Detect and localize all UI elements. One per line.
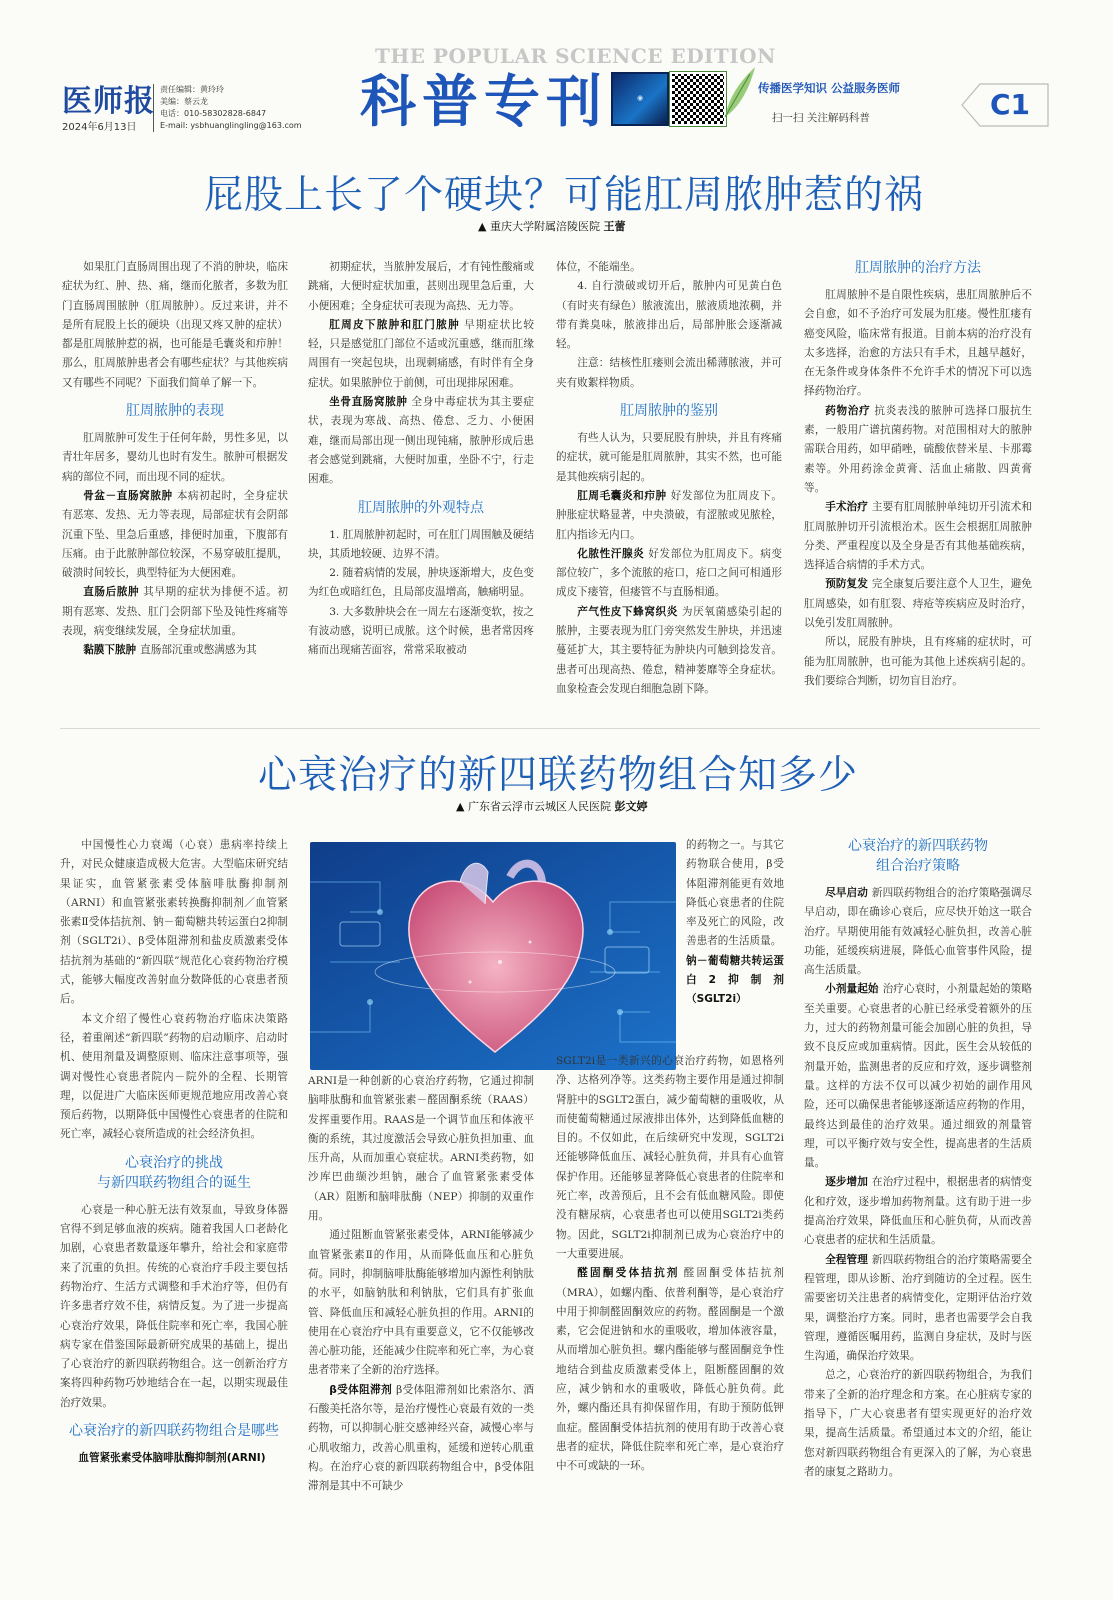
subheading: 肛周脓肿的外观特点	[358, 499, 484, 516]
list-item: 1. 肛周脓肿初起时，可在肛门周围触及硬结块，其质地较硬、边界不清。	[308, 528, 534, 560]
paragraph: 肛周皮下脓肿和肛门脓肿 早期症状比较轻，只是感觉肛门部位不适或沉重感，继而肛缘周围有一突起包块，出现刺痛感，有时伴有全身症状。如果脓肿位于前侧，可出现排尿困难。	[308, 318, 534, 389]
paragraph: 手术治疗 主要有肛周脓肿单纯切开引流术和肛周脓肿切开引流根治术。医生会根据肛周脓肿分类、严重程度以及全身是否有其他基础疾病，选择适合病情的手术方式。	[804, 501, 1032, 572]
subheading: 心衰治疗的新四联药物组合是哪些	[69, 1423, 279, 1440]
paragraph: ARNI是一种创新的心衰治疗药物，它通过抑制脑啡肽酶和血管紧张素－醛固酮系统（RAAS）发挥重要作用。RAAS是一个调节血压和体液平衡的系统，其过度激活会导致心脏负担加重、血压升高，从而加重心衰症状。ARNI类药物，如沙库巴曲缬沙坦钠，融合了血管紧张素受体（AR）阻断和脑啡肽酶（NEP）抑制的双重作用。	[308, 1075, 534, 1223]
paragraph: 醛固酮受体拮抗剂 醛固酮受体拮抗剂（MRA），如螺内酯、依普利酮等，是心衰治疗中用于抑制醛固酮效应的药物。醛固酮是一个激素，它会促进钠和水的重吸收，增加体液容量，从而增加心脏负担。螺内酯能够与醛固酮竞争性地结合到盐皮质激素受体上，阻断醛固酮的效应，减少钠和水的重吸收，降低心脏负荷。此外，螺内酯还具有抑保留作用，有助于预防低钾血症。醛固酮受体拮抗剂的使用有助于改善心衰患者的症状，降低住院率和死亡率，是心衰治疗中不可或缺的一环。	[556, 1267, 784, 1473]
paragraph: 肛周毛囊炎和疖肿 好发部位为肛周皮下。肿胀症状略显著，中央溃破，有涩脓或见脓栓，肛内指诊无内口。	[556, 489, 782, 541]
paragraph: 通过阻断血管紧张素受体，ARNI能够减少血管紧张素Ⅱ的作用，从而降低血压和心脏负荷。同时，抑制脑啡肽酶能够增加内源性利钠肽的水平，如脑钠肽和利钠肽，它们具有扩张血管、降低血压和减轻心脏负担的作用。ARNI的使用在心衰治疗中具有重要意义，它不仅能够改善心脏功能，还能减少住院率和死亡率，为心衰患者带来了全新的治疗选择。	[308, 1229, 534, 1377]
designer: 美编：蔡云龙	[160, 97, 208, 106]
paragraph: 体位，不能端坐。	[556, 261, 641, 273]
paragraph: 注意：结核性肛瘘则会流出稀薄脓液，并可夹有败絮样物质。	[556, 357, 782, 389]
article1-title: 屁股上长了个硬块？可能肛周脓肿惹的祸	[204, 173, 925, 218]
phone: 电话：010-58302828-6847	[160, 109, 267, 118]
list-item: 2. 随着病情的发展，肿块逐渐增大，皮色变为红色或暗红色，且局部皮温增高，触痛明显。	[308, 567, 534, 599]
paragraph: 肛周脓肿不是自限性疾病，患肛周脓肿后不会自愈，如不予治疗可发展为肛瘘。慢性肛瘘有癌变风险，临床常有报道。目前本病的治疗没有太多选择，治愈的方法只有手术，且越早越好，在无条件或身体条件不允许手术的情况下可以选择药物治疗。	[804, 289, 1032, 398]
article2-col2	[308, 1072, 534, 1520]
article2-col4	[804, 836, 1032, 1520]
keyword: 肛周皮下脓肿和肛门脓肿	[329, 318, 460, 331]
paragraph: 黏膜下脓肿 直肠部沉重或憋满感为其	[83, 644, 257, 657]
keyword: 坐骨直肠窝脓肿	[329, 396, 408, 409]
paragraph: 全程管理 新四联药物组合的治疗策略需要全程管理，即从诊断、治疗到随访的全过程。医生需要密切关注患者的病情变化，定期评估治疗效果，调整治疗方案。同时，患者也需要学会自我管理，遵循医嘱用药，监测自身症状，及时与医生沟通，确保治疗效果。	[804, 1253, 1032, 1363]
article2-title: 心衰治疗的新四联药物组合知多少	[258, 753, 859, 798]
paragraph: 直肠后脓肿 其早期的症状为排便不适。初期有恶寒、发热、肛门会阴部下坠及钝性疼痛等表现，病变继续发展，全身症状加重。	[62, 586, 288, 638]
article1-author: 王蕾	[603, 220, 626, 233]
masthead	[0, 0, 1113, 150]
keyword: β受体阻滞剂	[329, 1383, 393, 1396]
section-divider	[60, 728, 1040, 729]
paragraph: 本文介绍了慢性心衰药物治疗临床决策路径，着重阐述“新四联”药物的启动顺序、启动时机、使用剂量及调整原则、临床注意事项等，强调对慢性心衰患者院内－院外的全程、长期管理，以促进广大临床医师更规范地应用改善心衰预后药物，以期降低中国慢性心衰患者的住院和死亡率，减轻心衰所造成的社会经济负担。	[60, 1012, 288, 1141]
paragraph: 预防复发 完全康复后要注意个人卫生，避免肛周感染，如有肛裂、痔疮等疾病应及时治疗，以免引发肛周脓肿。	[804, 578, 1032, 630]
article1-col1	[62, 258, 288, 720]
list-item: 3. 大多数肿块会在一周左右逐渐变软，按之有波动感，说明已成脓。这个时候，患者常因疼痛而出现痛苦面容，常常采取被动	[308, 605, 534, 657]
article1-org: 重庆大学附属涪陵医院	[489, 220, 600, 233]
paragraph: 坐骨直肠窝脓肿 全身中毒症状为其主要症状，表现为寒战、高热、倦怠、乏力、小便困难，继而局部出现一侧出现钝痛，脓肿形成后患者会感觉到跳痛，大便时加重，坐卧不宁，行走困难。	[308, 396, 534, 486]
email: E-mail: ysbhuanglingling@163.com	[160, 121, 302, 130]
paragraph: 如果肛门直肠周围出现了不消的肿块，临床症状为红、肿、热、痛，继而化脓者，多数为肛门直肠周围脓肿（肛周脓肿）。反过来讲，并不是所有屁股上长的硬块（出现又疼又肿的症状）都是肛周脓肿惹的祸，也可能是毛囊炎和疖肿！那么，肛周脓肿患者会有哪些症状？与其他疾病又有哪些不同呢？下面我们简单了解一下。	[62, 261, 288, 389]
keyword: 骨盆－直肠窝脓肿	[83, 489, 173, 502]
keyword: 直肠后脓肿	[83, 586, 140, 599]
paragraph: 药物治疗 抗炎表浅的脓肿可选择口服抗生素，一般用广谱抗菌药物。对范围相对大的脓肿需联合用药，如甲硝唑，硫酸依替米星、卡那霉素等。外用药涂金黄膏、活血止痛散、四黄膏等。	[804, 404, 1032, 494]
article1-col4	[804, 258, 1032, 720]
article2-author: 彭文婷	[614, 800, 648, 813]
newspaper-logo: 医师报	[62, 84, 155, 119]
keyword: 尽早启动	[825, 887, 868, 899]
paragraph: β受体阻滞剂 β受体阻滞剂如比索洛尔、酒石酸美托洛尔等，是治疗慢性心衰最有效的一类药物，可以抑制心脏交感神经兴奋，减慢心率与心肌收缩力，改善心肌重构，延缓和逆转心肌重构。在治疗心衰的新四联药物组合中，β受体阻滞剂是其中不可缺少	[308, 1383, 534, 1493]
paragraph: 心衰是一种心脏无法有效泵血，导致身体器官得不到足够血液的疾病。随着我国人口老龄化加剧，心衰患者数量逐年攀升，给社会和家庭带来了沉重的负担。传统的心衰治疗手段主要包括药物治疗、生活方式调整和手术治疗等，但仍有许多患者疗效不佳，病情反复。为了进一步提高心衰治疗效果，降低住院率和死亡率，我国心脏病专家在借鉴国际最新研究成果的基础上，提出了心衰治疗的新四联药物组合。这一创新治疗方案将四种药物巧妙地结合在一起，以期实现最佳治疗效果。	[60, 1203, 288, 1409]
paragraph: 产气性皮下蜂窝织炎 为厌氧菌感染引起的脓肿，主要表现为肛门旁突然发生肿块，并迅速蔓延扩大，其主要特征为肿块内可触到捻发音。患者可出现高热、倦怠，精神萎靡等全身症状。血象检查会发现白细胞急剧下降。	[556, 605, 782, 695]
slogan: 传播医学知识 公益服务医师	[758, 81, 901, 95]
paragraph: 骨盆－直肠窝脓肿 本病初起时，全身症状有恶寒、发热、无力等表现，局部症状有会阴部沉重下坠、里急后重感，排便时加重，下腹部有压痛。由于此脓肿部位较深，不易穿破肛提肌，破溃时间较长，典型特征为大便困难。	[62, 489, 288, 580]
paragraph: 尽早启动 新四联药物组合的治疗策略强调尽早启动，即在确诊心衰后，应尽快开始这一联合治疗。早期使用能有效减轻心脏负担，改善心脏功能，延缓疾病进展，降低心血管事件风险，提高生活质量。	[804, 887, 1032, 977]
keyword: 手术治疗	[825, 501, 868, 514]
subheading: 心衰治疗的新四联药物 组合治疗策略	[848, 838, 988, 874]
paragraph: 中国慢性心力衰竭（心衰）患病率持续上升，对民众健康造成极大危害。大型临床研究结果证实，血管紧张素受体脑啡肽酶抑制剂（ARNI）和血管紧张素转换酶抑制剂／血管紧张素Ⅱ受体拮抗剂、钠－葡萄糖共转运蛋白2抑制剂（SGLT2i）、β受体阻滞剂和盐皮质激素受体拮抗剂为基础的“新四联”规范化心衰药物治疗模式，能够大幅度改善射血分数降低的心衰患者预后。	[60, 839, 288, 1006]
article2-col3-top	[686, 836, 784, 1052]
keyword: 醛固酮受体拮抗剂	[577, 1267, 680, 1280]
keyword: 血管紧张素受体脑啡肽酶抑制剂(ARNI)	[78, 1452, 266, 1465]
byline-marker-icon: ▲	[478, 220, 487, 233]
paragraph: 小剂量起始 治疗心衰时，小剂量起始的策略至关重要。心衰患者的心脏已经承受着额外的压力，过大的药物剂量可能会加剧心脏的负担，导致不良反应或加重病情。因此，医生会从较低的剂量开始，监测患者的反应和疗效，逐步调整剂量。这样的方法不仅可以减少初始的副作用风险，还可以确保患者能够逐渐适应药物的作用，最终达到最佳的治疗效果。通过细致的剂量管理，可以平衡疗效与安全性，提高患者的生活质量。	[804, 983, 1032, 1170]
paragraph: 的药物之一。与其它药物联合使用，β受体阻滞剂能更有效地降低心衰患者的住院率及死亡的风险，改善患者的生活质量。	[686, 839, 784, 948]
article1-col2	[308, 258, 534, 720]
subheading: 肛周脓肿的鉴别	[620, 403, 718, 420]
keyword: 小剂量起始	[825, 983, 879, 996]
paragraph: 总之，心衰治疗的新四联药物组合，为我们带来了全新的治疗理念和方案。在心脏病专家的指导下，广大心衰患者有望实现更好的治疗效果，提高生活质量。希望通过本文的介绍，能让您对新四联药物组合有更深入的了解，为心衰患者的康复之路助力。	[804, 1369, 1032, 1478]
subheading: 肛周脓肿的表现	[126, 403, 224, 420]
article2-col1	[60, 836, 288, 1520]
leaf-decoration-icon	[720, 62, 760, 122]
issue-date: 2024年6月13日	[62, 122, 137, 133]
keyword: 黏膜下脓肿	[83, 644, 137, 657]
article1-col3	[556, 258, 782, 720]
subheading: 肛周脓肿的治疗方法	[855, 260, 981, 276]
paragraph: 化脓性汗腺炎 好发部位为肛周皮下。病变部位较广，多个流脓的疮口，疮口之间可相通形成皮下瘘管，但瘘管不与直肠相通。	[556, 547, 782, 599]
promo-logo-image: ◉	[611, 72, 669, 126]
keyword: 药物治疗	[825, 404, 871, 417]
keyword: 钠－葡萄糖共转运蛋白2抑制剂（SGLT2i）	[686, 954, 784, 1006]
scan-prompt: 扫一扫 关注解码科普	[772, 112, 870, 124]
paragraph: 初期症状，当脓肿发展后，才有钝性酸痛或跳痛，大便时症状加重，甚则出现里急后重，大小便困难；全身症状可表现为高热、无力等。	[308, 261, 534, 312]
article2-byline	[456, 798, 647, 814]
editor: 责任编辑：黄玲玲	[160, 85, 224, 94]
article2-org: 广东省云浮市云城区人民医院	[467, 800, 611, 813]
edition-title: 科普专刊	[360, 70, 608, 135]
subheading: 心衰治疗的挑战 与新四联药物组合的诞生	[97, 1154, 251, 1191]
paragraph: 逐步增加 在治疗过程中，根据患者的病情变化和疗效，逐步增加药物剂量。这有助于进一步提高治疗效果，降低血压和心脏负荷，从而改善心衰患者的症状和生活质量。	[804, 1176, 1032, 1247]
editor-info	[153, 84, 302, 132]
paragraph: 所以，屁股有肿块，且有疼痛的症状时，可能为肛周脓肿，也可能为其他上述疾病引起的。我们要综合判断，切勿盲目治疗。	[804, 636, 1032, 687]
keyword: 化脓性汗腺炎	[577, 547, 645, 560]
keyword: 预防复发	[825, 578, 868, 591]
keyword: 全程管理	[825, 1253, 868, 1266]
paragraph: 4. 自行溃破或切开后，脓肿内可见黄白色（有时夹有绿色）脓液流出，脓液质地浓稠，并带有粪臭味，脓液排出后，局部肿胀会逐渐减轻。	[556, 280, 782, 351]
edition-english: THE POPULAR SCIENCE EDITION	[375, 44, 776, 68]
keyword: 肛周毛囊炎和疖肿	[577, 489, 667, 502]
keyword: 产气性皮下蜂窝织炎	[577, 605, 678, 618]
paragraph: 肛周脓肿可发生于任何年龄，男性多见，以青壮年居多，婴幼儿也时有发生。脓肿可根据发病的部位不同，而出现不同的症状。	[62, 432, 288, 483]
byline-marker-icon: ▲	[456, 800, 465, 813]
paragraph: 有些人认为，只要屁股有肿块，并且有疼痛的症状，就可能是肛周脓肿，其实不然，也可能是其他疾病引起的。	[556, 432, 782, 483]
keyword: 逐步增加	[825, 1176, 868, 1189]
article1-byline	[478, 218, 625, 234]
paragraph: SGLT2i是一类新兴的心衰治疗药物，如恩格列净、达格列净等。这类药物主要作用是通过抑制肾脏中的SGLT2蛋白，减少葡萄糖的重吸收，从而使葡萄糖通过尿液排出体外，达到降低血糖的目的。不仅如此，在后续研究中发现，SGLT2i还能够降低血压、减轻心脏负荷，并具有心血管保护作用。还能够显著降低心衰患者的住院率和死亡率，改善预后，且不会有低血糖风险。即使没有糖尿病，心衰患者也可以使用SGLT2i类药物。因此，SGLT2i抑制剂已成为心衰治疗中的一大重要进展。	[556, 1055, 784, 1260]
qr-code-icon[interactable]	[670, 72, 726, 126]
page-number: C1	[990, 88, 1031, 121]
heart-illustration	[310, 842, 676, 1070]
article2-col3	[556, 1052, 784, 1520]
